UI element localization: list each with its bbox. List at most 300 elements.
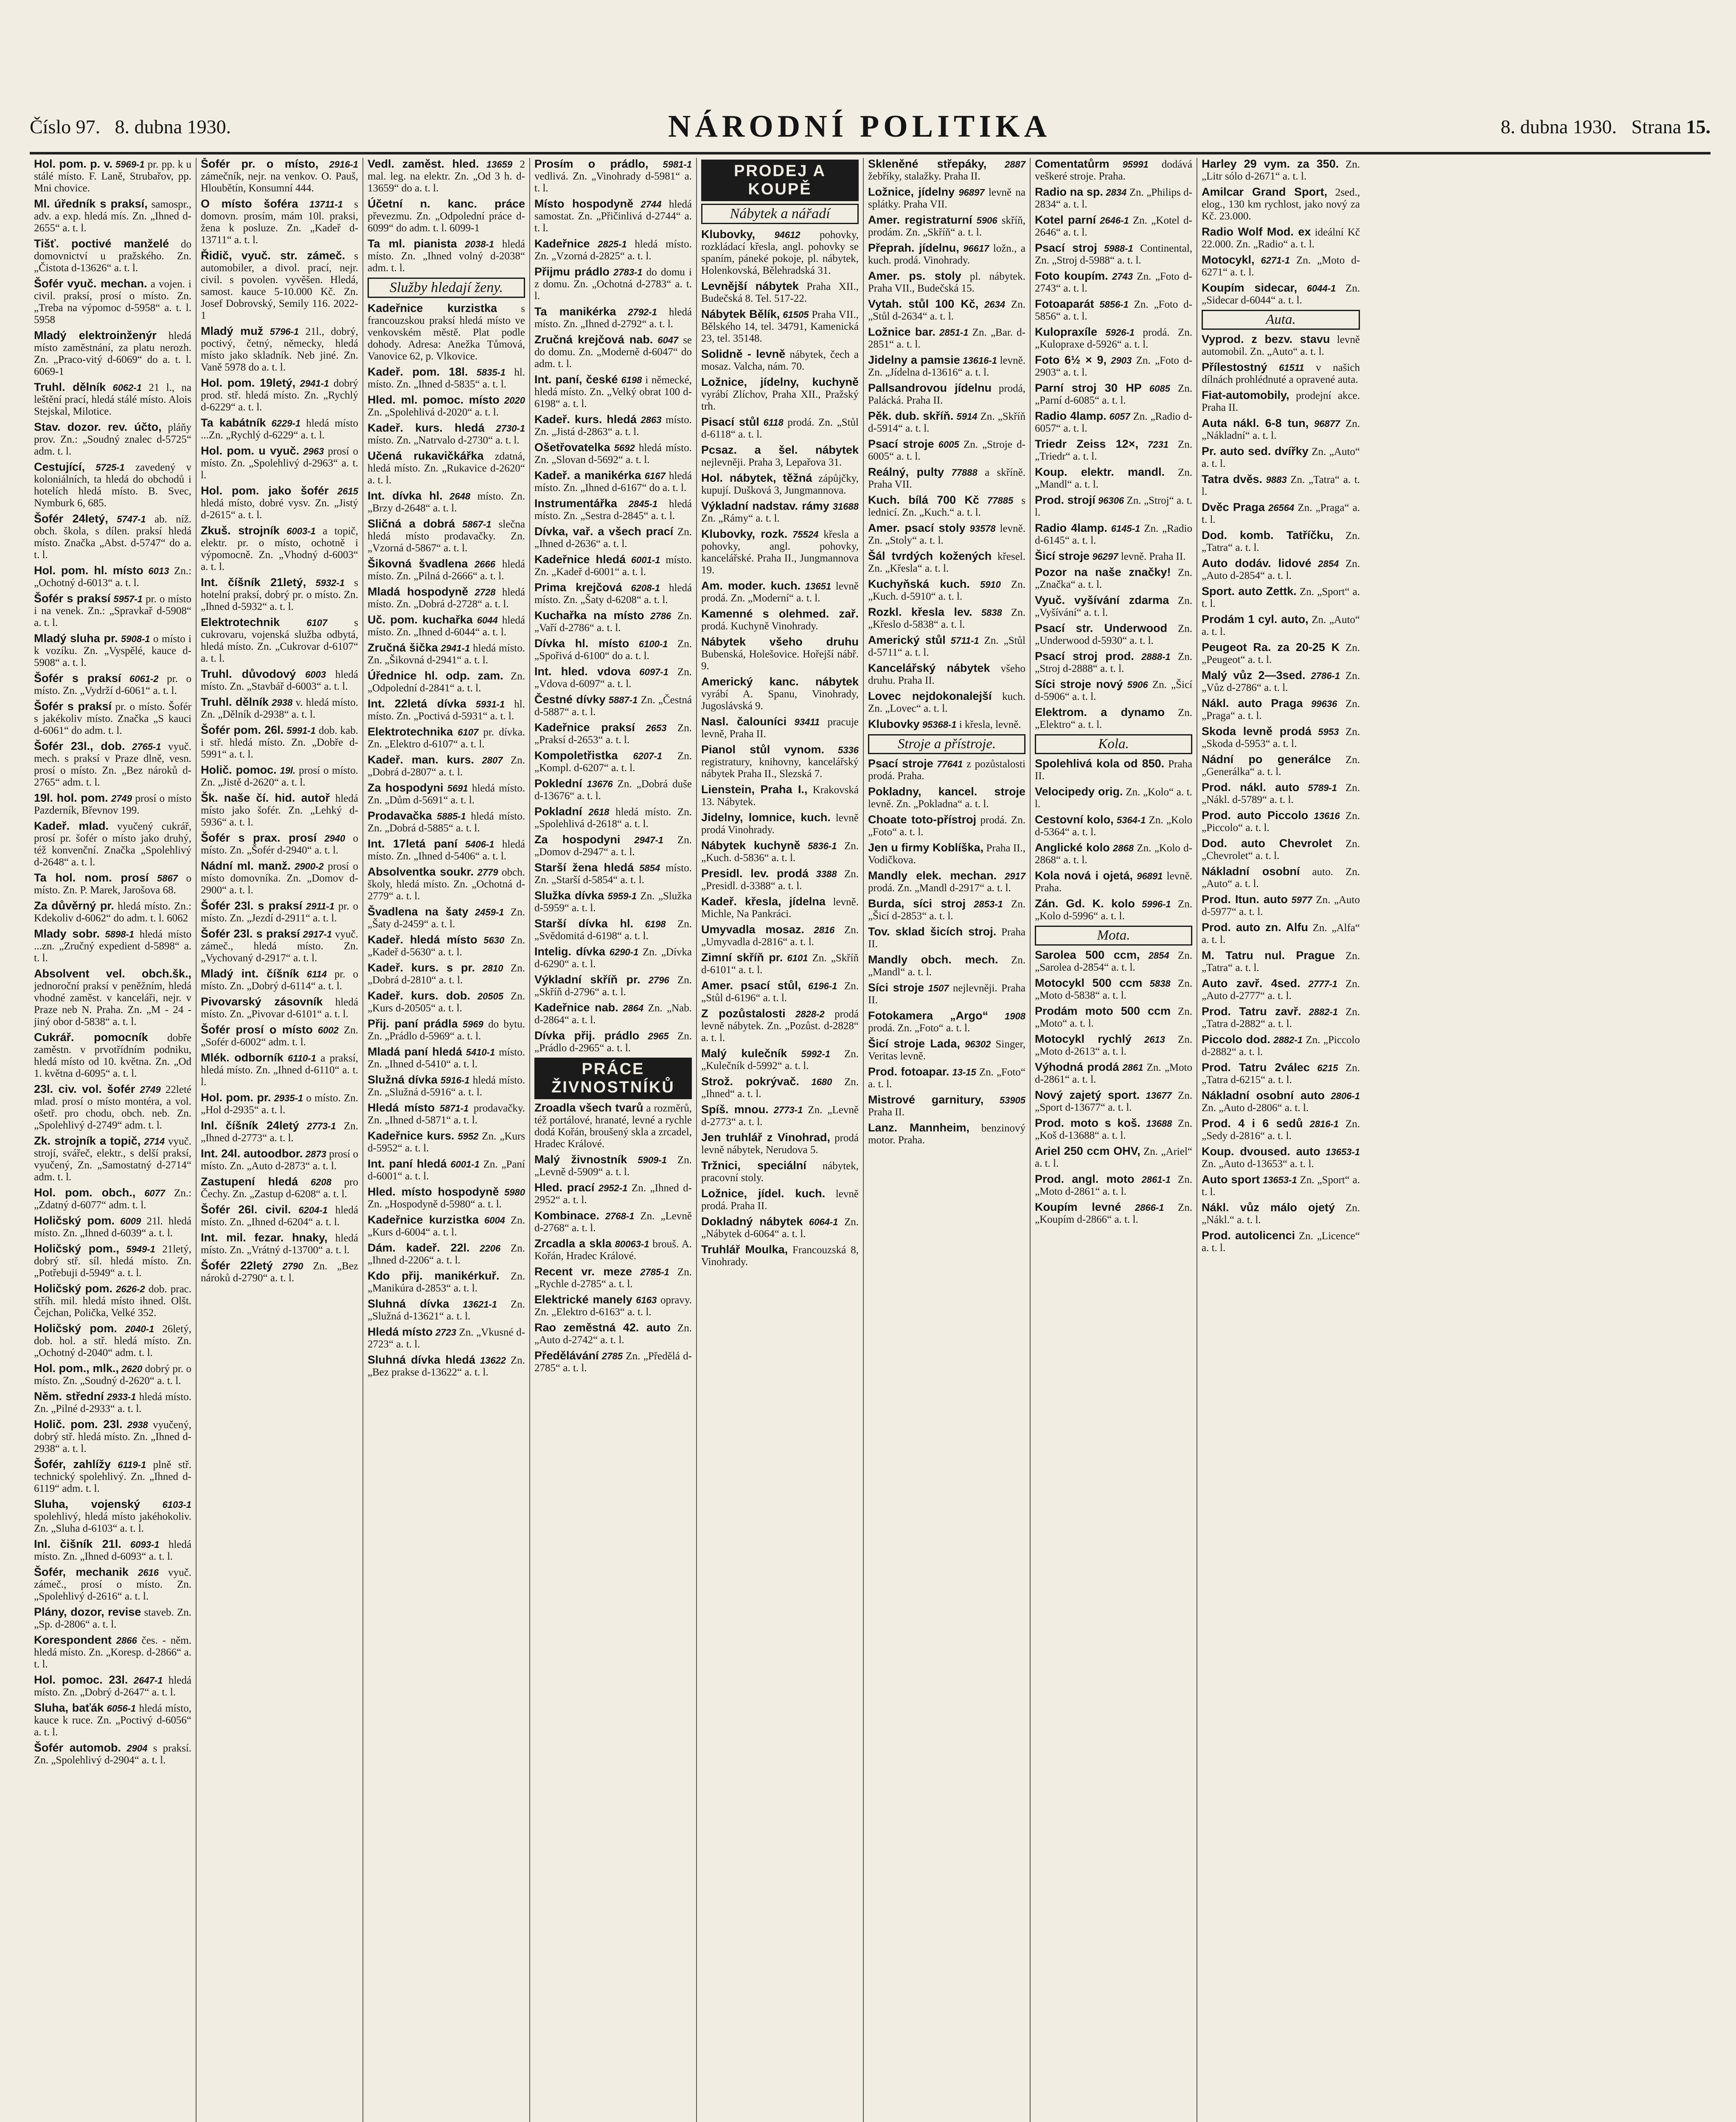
classified-ad [868,786,1025,810]
ad-text: slečna hledá místo prodavačky. Zn. „Vzorná d-5867“ a. t. l. [368,519,525,554]
ad-code: 2917 [1005,871,1026,881]
ad-text: Zn. „Paní d-6001“ a. t. l. [368,1159,525,1182]
classified-ad [701,1131,859,1156]
ad-code: 2728 [475,587,496,598]
ad-heading: Mladý muž [201,325,264,337]
classified-ad [1035,949,1192,974]
ad-heading: Hled. místo hospodyně [368,1185,499,1198]
ad-text: 2 mal. leg. na elektr. Zn. „Od 3 h. d-13659“ do a. t. l. [368,159,525,194]
ad-code: 2952-1 [598,1183,628,1193]
ad-text: samospr., adv. a exp. hledá mís. Zn. „Ihned d-2655“ a. t. l. [34,199,192,234]
ad-heading: Ta kabátník [201,416,266,429]
ad-heading: Tržnici, speciální [701,1159,806,1172]
ad-text: levně. Praha II. [1121,551,1186,562]
ad-heading: Inl. čišník 21l. [34,1538,121,1550]
ad-code: 2854 [1148,950,1169,961]
ad-text: s lednicí. Zn. „Kuch.“ a. t. l. [868,495,1025,518]
ad-code: 6290-1 [609,947,639,957]
classified-ad [1035,242,1192,267]
ad-heading: Prosím o prádlo, [534,158,649,170]
ad-text: Zn. „Peugeot“ a. t. l. [1202,642,1360,665]
ad-heading: Reálný, pulty [868,466,944,478]
ad-code: 5981-1 [663,159,692,170]
ad-heading: Přílestostný [1202,361,1267,373]
ad-code: 2935-1 [274,1093,303,1103]
ad-text: Praha II., Vodičkova. [868,842,1026,866]
ad-heading: Kadeř. a manikérka [534,469,641,482]
ad-text: Zn. „Koupím d-2866“ a. t. l. [1035,1202,1193,1225]
ad-code: 5969-1 [115,159,145,170]
ad-heading: Motocykl 500 ccm [1035,977,1143,989]
ad-code: 5867-1 [462,519,492,530]
classified-ad [34,1674,191,1698]
classified-ad [534,334,692,370]
ad-heading: Šofér s praksí [34,700,112,713]
ad-heading: 19l. hol. pom. [34,792,108,804]
ad-code: 5959-1 [607,891,637,901]
classified-ad [34,792,191,817]
ad-code: 2615 [337,486,358,497]
ad-text: Zn. „Generálka“ a. t. l. [1202,754,1360,778]
ad-heading: Kadeř. hledá místo [368,933,478,946]
ad-heading: Vytah. stůl 100 Kč, [868,298,979,310]
ad-heading: Am. moder. kuch. [701,579,801,592]
ad-heading: Truhl. dělník [201,696,269,708]
classified-ad [368,1354,525,1378]
ad-code: 2816 [814,925,835,935]
ad-code: 2864 [623,1003,644,1013]
ad-code: 5871-1 [439,1103,469,1114]
ad-code: 5991-1 [287,725,316,736]
ad-heading: Šofér 23l. s praksí [201,899,303,912]
classified-ad [534,1210,692,1234]
ad-text: pro Čechy. Zn. „Zastup d-6208“ a. t. l. [201,1176,358,1200]
ad-heading: Lovec nejdokonalejší [868,690,992,702]
ad-code: 13622 [480,1355,506,1366]
issue-date-right: 8. dubna 1930. [1500,115,1617,138]
ad-text: Zn. „Kotel d-2646“ a. t. l. [1035,215,1193,238]
classified-ad [201,792,358,828]
ad-heading: Dvěc Praga [1202,501,1265,514]
ad-heading: Kadeřnice kurzistka [368,1213,479,1226]
ad-code: 93578 [969,523,996,534]
ad-code: 6114 [306,969,327,980]
page-number: 15. [1686,115,1711,138]
ad-code: 5909-1 [638,1155,667,1165]
classified-ad [534,1238,692,1262]
ad-code: 5914 [956,411,978,422]
ad-heading: Tišť. poctivé manželé [34,237,169,250]
classified-ad [34,1418,191,1455]
ad-code: 2459-1 [475,907,504,918]
classified-ad [534,266,692,302]
ad-code: 2765-1 [132,741,161,752]
ad-heading: Kuchařka na místo [534,609,644,622]
ad-code: 2779 [477,867,498,878]
ad-code: 5835-1 [476,367,506,378]
ad-heading: Prod. nákl. auto [1202,781,1300,794]
ad-text: Zn. „Piccolo“ a. t. l. [1202,810,1360,834]
ad-text: hledá místo ...Zn. „Rychlý d-6229“ a. t. l. [201,418,359,441]
ad-text: v. hledá místo. Zn. „Dělník d-2938“ a. t. l. [201,697,358,720]
classified-ad [534,918,692,942]
section-heading: Nábytek a nářadí [701,204,859,224]
ad-heading: Ml. úředník s praksí, [34,197,148,210]
ad-text: Zn. „Křeslo d-5838“ a. t. l. [868,607,1026,630]
classified-ad [34,1322,191,1359]
classified-ad [1202,837,1360,862]
classified-ad [1202,585,1360,610]
ad-code: 6208-1 [631,583,660,593]
ad-code: 2744 [640,199,662,210]
ad-text: křesla a pohovky, angl. pohovky, kancelářské. Praha II., Jungmannova 19. [701,529,859,576]
ad-text: kuch. Zn. „Lovec“ a. t. l. [868,691,1025,714]
ad-heading: Kancelářský nábytek [868,662,990,674]
classified-ad [868,1094,1025,1118]
ad-code: 7231 [1148,439,1169,450]
ad-heading: Americký kanc. nábytek [701,675,859,688]
ad-code: 6001-1 [450,1159,480,1170]
classified-ad [868,898,1025,922]
ad-text: Zn. „Stůl d-6196“ a. t. l. [701,980,859,1004]
ad-text: Zn. „Značka“ a. t. l. [1035,567,1192,590]
classified-ad [34,238,191,274]
ad-heading: Int. mil. fezar. hnaky, [201,1231,328,1244]
ad-heading: Levnější nábytek [701,280,799,292]
classified-ad [868,1122,1025,1146]
ad-text: Zn. „Ariel“ a. t. l. [1035,1146,1192,1169]
ad-code: 96877 [1314,418,1340,429]
ad-heading: Nábytek kuchyně [701,839,801,852]
ad-code: 5957-1 [113,594,143,604]
ad-text: Zn. „Dobrá d-2807“ a. t. l. [368,755,525,778]
ad-heading: Pr. auto sed. dvířky [1202,445,1309,458]
classified-ad [868,870,1025,894]
ad-heading: Klubovky, rozk. [701,528,788,540]
ad-text: Zn. „Auto d-13653“ a. t. l. [1202,1158,1314,1170]
ad-code: 6101 [787,953,808,963]
ad-text: hledá místo. Zn. „Ihned d-5406“ a. t. l. [368,839,525,862]
ad-code: 6119-1 [118,1460,146,1470]
classified-ad [701,228,859,277]
ad-code: 2947-1 [634,835,663,845]
ad-heading: Korespondent [34,1634,112,1646]
ad-text: prodá. Zn. „Kulopraxe d-5926“ a. t. l. [1035,327,1193,350]
classified-ad [534,1294,692,1318]
ad-text: Zn. „Skříň d-2796“ a. t. l. [534,974,692,998]
classified-ad [368,394,525,418]
classified-ad [368,586,525,610]
ad-heading: Zastupení hledá [201,1175,298,1188]
classified-ad [701,1215,859,1240]
ad-code: 2866 [116,1635,137,1646]
ad-heading: Hol. pomoc. 23l. [34,1673,128,1686]
ad-code: 6110-1 [287,1053,316,1064]
ad-heading: Malý kulečník [701,1047,787,1060]
ad-heading: Fiat-automobily, [1202,389,1289,401]
classified-ad [1202,613,1360,638]
ad-text: vyuč. mech. s praksí v Praze dlně, vesn. prosí o místo. Zn. „Bez nároků d-2765“ adm. t. l. [34,741,192,788]
ad-text: hledá samostat. Zn. „Přičinlivá d-2744“ a. t. l. [534,199,692,234]
ad-text: Zn. „Moto d-2861“ a. t. l. [1035,1062,1193,1085]
classified-ad [201,325,358,373]
classified-ad [701,716,859,740]
ad-heading: Šofér prosí o místo [201,1023,313,1036]
ad-heading: Holičský pom., [34,1242,119,1255]
ad-text: Zn. „Auto d-2742“ a. t. l. [534,1322,692,1346]
ad-code: 2646-1 [1100,215,1129,226]
ad-heading: Holič. pomoc. [201,763,277,776]
ad-heading: Rozkl. křesla lev. [868,606,972,618]
ad-heading: Kadeřnice nab. [534,1001,618,1014]
ad-code: 6002 [317,1025,339,1036]
ad-text: o místo. Zn. „Šofér d-2940“ a. t. l. [201,833,359,856]
ad-heading: Zk. strojník a topič, [34,1134,141,1147]
ad-code: 13677 [1146,1090,1172,1101]
classified-ad [368,962,525,986]
ad-text: vyuč. strojí, svářeč, elektr., s delší praksí, vyučený, Zn. „Samostatný d-2714“ adm. t. l. [34,1136,192,1183]
ad-heading: Int. 22letá dívka [368,697,466,710]
ad-heading: Hol. pom., mlk., [34,1362,119,1375]
classified-ad [701,1187,859,1212]
classified-ad [534,1002,692,1026]
ad-heading: Mladá hospodyně [368,585,469,598]
ad-code: 31688 [832,501,859,512]
ad-heading: Pianol stůl vynom. [701,743,825,756]
ad-heading: Kadeř. kurs. dob. [368,989,470,1002]
ad-heading: Radio Wolf Mod. ex [1202,225,1311,238]
ad-text: s hotelní praksí, dobrý pr. o místo. Zn. „Ihned d-5932“ a. t. l. [201,577,359,612]
classified-ad [534,1154,692,1178]
ad-heading: Truhl. důvodový [201,668,296,680]
classified-ad [34,1031,191,1080]
classified-ad [34,872,191,896]
ad-heading: Lienstein, Praha I., [701,783,808,796]
ad-code: 2040-1 [125,1324,154,1334]
ad-text: Zn. „Piccolo d-2882“ a. t. l. [1202,1034,1360,1058]
ad-heading: Prodavačka [368,809,432,822]
section-banner: PRODEJ A KOUPĚ [701,160,859,201]
classified-ad [701,980,859,1004]
classified-ad [1202,158,1360,182]
ad-heading: Služka dívka [534,889,604,902]
ad-text: Zn. „Litr sólo d-2671“ a. t. l. [1202,159,1360,182]
ad-text: vyuč. zámeč., prosí o místo. Zn. „Spolehlivý d-2616“ a. t. l. [34,1567,192,1602]
ad-code: 2938 [272,697,293,708]
ad-code: 2785-1 [640,1267,669,1277]
ad-text: Zn. „Služka d-5959“ a. t. l. [534,890,692,914]
ad-heading: Kadeř. kurs. s pr. [368,961,475,974]
ad-text: Zn. „Tatra d-6215“ a. t. l. [1202,1062,1360,1086]
ad-code: 5969 [462,1019,483,1030]
ad-heading: Burda, síci stroj [868,897,966,910]
classified-ad [868,466,1025,491]
ad-code: 6271-1 [1261,255,1290,266]
ad-heading: Int. 17letá paní [368,837,458,850]
ad-code: 5898-1 [105,929,135,940]
ad-text: Zn.: „Zdatný d-6077“ adm. t. l. [34,1187,192,1211]
ad-text: hledá místo. Zn. „Ihned d-6204“ a. t. l. [201,1204,358,1228]
ad-text: 21letý, dobrý stř. síl. hledá místo. Zn. „Potřebuji d-5949“ a. t. l. [34,1243,192,1279]
classified-ad [1202,1061,1360,1086]
ad-text: 22leté mlad. prosí o místo montéra, a vol. ošetř. pro chodu, obch. neb. Zn. „Spolehlivý d-2749“ adm. t. l. [34,1084,192,1131]
ad-text: Zn. „Praga“ a. t. l. [1202,698,1360,721]
classified-ad [34,1702,191,1738]
classified-ad [201,928,358,964]
ad-text: Zn. „Čestná d-5887“ a. t. l. [534,694,692,718]
ad-heading: Holičský pom. [34,1214,115,1227]
ad-text: Zn. „Foto d-2743“ a. t. l. [1035,271,1193,294]
ad-code: 13688 [1146,1118,1172,1129]
ad-code: 13616-1 [963,355,997,366]
classified-ad [368,422,525,446]
ad-heading: Přij. paní prádla [368,1017,458,1030]
ad-heading: Malý živnostník [534,1153,627,1166]
ad-text: Zn. „Kurs d-6004“ a. t. l. [368,1215,525,1238]
ad-heading: Nábytek Bělík, [701,308,780,320]
page-label: Strana [1631,115,1681,138]
ad-text: vyrábí A. Spanu, Vinohrady, Jugoslávská 9. [701,688,859,712]
classified-ad [368,518,525,554]
classified-columns [30,158,1711,2122]
ad-text: Zn. „Presidl. d-3388“ a. t. l. [701,868,859,892]
ad-heading: Sluhná dívka hledá [368,1353,475,1366]
ad-text: Zn. „Vyšívání“ a. t. l. [1035,595,1193,618]
ad-code: 2626-2 [116,1284,145,1294]
classified-ad [368,158,525,194]
ad-code: 2866-1 [1135,1202,1164,1213]
section-heading: Kola. [1035,734,1192,754]
ad-text: Zn. „Moto d-5838“ a. t. l. [1035,978,1193,1001]
ad-text: dodává veškeré stroje. Praha. [1035,159,1192,182]
classified-ad [868,578,1025,603]
ad-code: 2807 [482,755,503,766]
classified-ad [701,472,859,497]
ad-code: 99636 [1311,699,1337,709]
ad-heading: Auta nákl. 6-8 tun, [1202,417,1309,429]
classified-ad [1202,949,1360,974]
ad-code: 5906 [976,215,997,226]
ad-text: Praha VII., Bělského 14, tel. 34791, Kamenická 23, tel. 35148. [701,309,859,344]
section-heading: Mota. [1035,926,1192,946]
ad-heading: Hol. pom. jako šofér [201,484,329,497]
ad-text: dobře zaměstn. v prvotřídním podniku, hledá místo od 10. května. Zn. „Od 1. května d-6095“ a. t. l. [34,1032,191,1079]
ad-heading: Kadeř. man. kurs. [368,753,475,766]
classified-ad [868,690,1025,715]
ad-text: místo. Zn. „Brzy d-2648“ a. t. l. [368,491,525,514]
classified-ad [534,1266,692,1290]
ad-text: Zn. „Triedr“ a. t. l. [1035,439,1193,462]
classified-ad [701,676,859,712]
ad-heading: Radio 4lamp. [1035,410,1107,422]
ad-text: Zn. „Kurs d-20505“ a. t. l. [368,991,525,1014]
ad-heading: Plány, dozor, revise [34,1606,141,1618]
classified-ad [368,726,525,750]
ad-code: 5406-1 [465,839,494,850]
ad-code: 2873 [305,1149,326,1159]
ad-text: Zn. „Ihned d-2636“ a. t. l. [534,526,692,550]
ad-text: ložn., a kuch. prodá. Vinohrady. [868,243,1025,266]
ad-text: Zn. „Underwood d-5930“ a. t. l. [1035,623,1193,646]
classified-ad [868,242,1025,267]
classified-ad [368,754,525,778]
issue-number: Číslo 97. [30,115,101,138]
ad-code: 6093-1 [130,1539,160,1550]
classified-ad [868,606,1025,631]
ad-heading: Velocipedy orig. [1035,785,1123,798]
ad-heading: Prod. auto Piccolo [1202,809,1309,822]
ad-heading: Prod. Tatru zavř. [1202,1005,1301,1018]
ad-heading: Amer. registraturní [868,213,972,226]
ad-text: s francouzskou praksí hledá místo ve venkovském městě. Plat podle dohody. Adresa: Anežka Tůmová, Vanovice 62, p. Vlkovice. [368,303,525,362]
ad-text: levně prodá. Praha II. [701,1188,859,1212]
classified-ad [1035,1061,1192,1086]
ad-heading: Psací stroj prod. [1035,650,1134,662]
classified-ad [201,198,358,246]
classified-ad [1202,1173,1360,1198]
classified-ad [34,278,191,326]
ad-code: 13659 [486,159,513,170]
classified-ad [1202,1145,1360,1170]
ad-code: 2917-1 [303,929,332,940]
ad-heading: 23l. civ. vol. šofér [34,1083,135,1095]
ad-text: prosí o místo. Zn. „Spolehlivý d-2963“ a. t. l. [201,446,359,481]
classified-ad [368,490,525,514]
ad-code: 5336 [838,745,859,755]
ad-heading: Auto sport [1202,1173,1260,1186]
ad-code: 2743 [1112,271,1133,282]
ad-heading: Dívka, vař. a všech prací [534,525,674,538]
classified-ad [34,1538,191,1563]
ad-text: levně. Praha. [1035,870,1193,894]
classified-ad [701,783,859,808]
ad-text: s domovn. prosím, mám 10l. praksi, žena k posluze. Zn. „Kadeř d-13711“ a. t. l. [201,199,359,246]
classified-ad [1202,1229,1360,1254]
ad-code: 2861 [1122,1062,1143,1073]
classified-ad [868,550,1025,575]
ad-text: převezmu. Zn. „Odpolední práce d-6099“ do adm. t. l. 6099-1 [368,211,525,234]
ad-heading: Zimní skříň pr. [701,951,783,964]
ad-heading: Psací str. Underwood [1035,622,1168,634]
classified-ad [868,954,1025,978]
ad-heading: Radio 4lamp. [1035,522,1107,534]
classified-ad [701,348,859,373]
classified-ad [368,450,525,486]
ad-code: 2206 [480,1243,501,1254]
ad-code: 2634 [984,299,1006,310]
ad-text: levně. Michle, Na Pankráci. [701,896,859,920]
ad-heading: Mladý elektroinženýr [34,329,157,342]
ad-text: i německé, hledá místo. Zn. „Velký obrat 100 d-6198“ a. t. l. [534,374,692,410]
ad-code: 2792-1 [628,307,657,317]
classified-ad [1035,622,1192,647]
ad-heading: Prod. 4 i 6 sedů [1202,1117,1303,1130]
classified-ad [534,525,692,550]
ad-heading: Přijmu prádlo [534,265,610,278]
ad-code: 2796 [648,975,669,985]
ad-text: levně. Zn. „Stoly“ a. t. l. [868,523,1025,546]
ad-heading: Šofér s praksí [34,592,111,605]
ad-text: pr. o místo. Zn. „Dobrý d-6114“ a. t. l. [201,968,359,992]
ad-text: hledá místo. Zn. „Vrátný d-13700“ a. t. l. [201,1232,359,1256]
classified-ad [201,1176,358,1200]
ad-heading: Skleněné střepáky, [868,158,987,170]
classified-ad [1035,594,1192,619]
ad-heading: Holičský pom. [34,1282,112,1295]
classified-ad [34,1606,191,1631]
ad-code: 1507 [928,983,949,994]
ad-heading: Mladý sluha pr. [34,632,118,645]
